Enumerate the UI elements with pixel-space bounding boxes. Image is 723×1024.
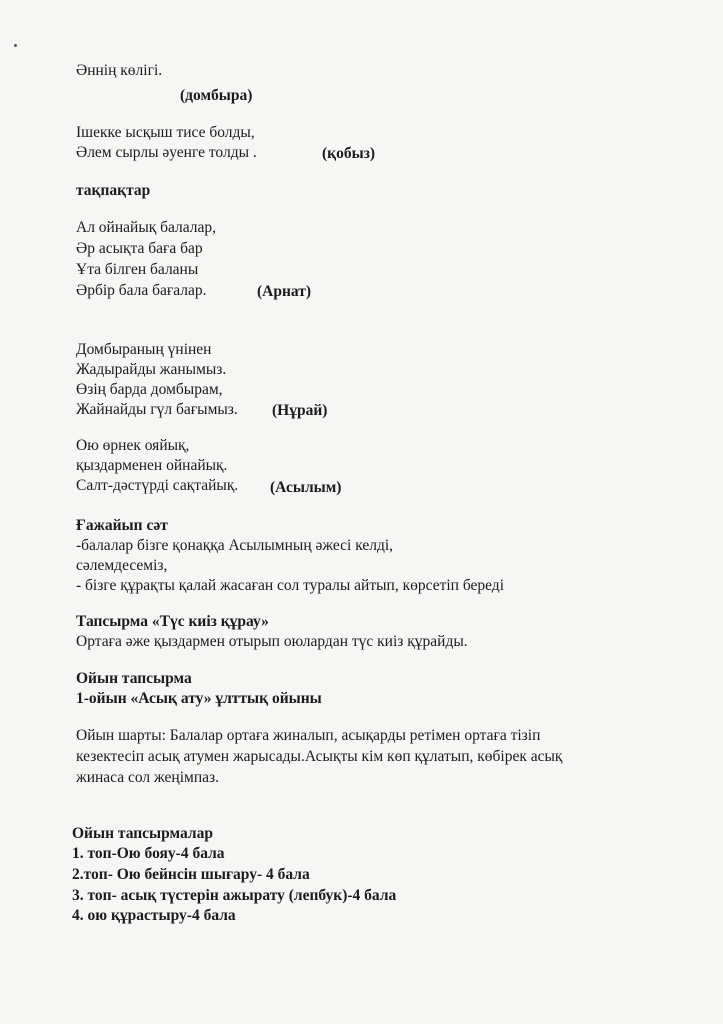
poem3-line3: Ұта білген баланы: [76, 261, 199, 278]
poem4-tag: (Нұрай): [272, 402, 328, 419]
poem5-tag: (Асылым): [270, 479, 342, 496]
section-takpaktar: тақпақтар: [76, 182, 151, 199]
scan-speck: [14, 44, 17, 47]
poem3-line2: Әр асықта баға бар: [76, 240, 203, 257]
poem4-line2: Жадырайды жанымыз.: [76, 361, 227, 378]
game-rule3: жинаса сол жеңімпаз.: [76, 769, 220, 786]
poem1-line1: Әннің көлігі.: [76, 62, 163, 79]
poem2-line2: Әлем сырлы әуенге толды .: [76, 144, 257, 161]
wonder-title: Ғажайып сәт: [76, 517, 168, 534]
task-title: Тапсырма «Түс киіз құрау»: [76, 613, 269, 630]
poem1-tag: (домбыра): [180, 87, 253, 104]
task-item: 4. ою құрастыру-4 бала: [72, 907, 236, 924]
poem4-line1: Домбыраның үнінен: [76, 341, 212, 358]
task-item: 2.топ- Ою бейнсін шығару- 4 бала: [72, 866, 310, 883]
poem2-tag: (қобыз): [322, 145, 376, 162]
poem5-line2: қыздарменен ойнайық.: [76, 457, 228, 474]
poem4-line4: Жайнайды гүл бағымыз.: [76, 401, 238, 418]
game-rule1: Ойын шарты: Балалар ортаға жиналып, асықарды ретімен ортаға тізіп: [76, 727, 541, 744]
task-line1: Ортаға әже қыздармен отырып оюлардан түс киіз құрайды.: [76, 633, 468, 650]
poem3-tag: (Арнат): [257, 283, 312, 300]
tasks-title: Ойын тапсырмалар: [72, 825, 213, 842]
task-item: 3. топ- асық түстерін ажырату (лепбук)-4 бала: [72, 887, 397, 904]
poem2-line1: Ішекке ысқыш тисе болды,: [76, 124, 255, 141]
game-title: Ойын тапсырма: [76, 670, 192, 687]
poem5-line1: Ою өрнек ояйық,: [76, 437, 190, 454]
poem4-line3: Өзің барда домбырам,: [76, 381, 223, 398]
poem3-line4: Әрбір бала бағалар.: [76, 282, 207, 299]
poem3-line1: Ал ойнайық балалар,: [76, 219, 217, 236]
wonder-line3: - бізге құрақты қалай жасаған сол туралы айтып, көрсетіп береді: [76, 577, 504, 594]
wonder-line1: -балалар бізге қонаққа Асылымның әжесі келді,: [76, 537, 394, 554]
game-rule2: кезектесіп асық атумен жарысады.Асықты кім көп құлатып, көбірек асық: [76, 748, 563, 765]
game-subtitle: 1-ойын «Асық ату» ұлттық ойыны: [76, 690, 322, 707]
wonder-line2: сәлемдесеміз,: [76, 557, 168, 574]
poem5-line3: Салт-дәстүрді сақтайық.: [76, 477, 239, 494]
task-item: 1. топ-Ою бояу-4 бала: [72, 845, 225, 862]
